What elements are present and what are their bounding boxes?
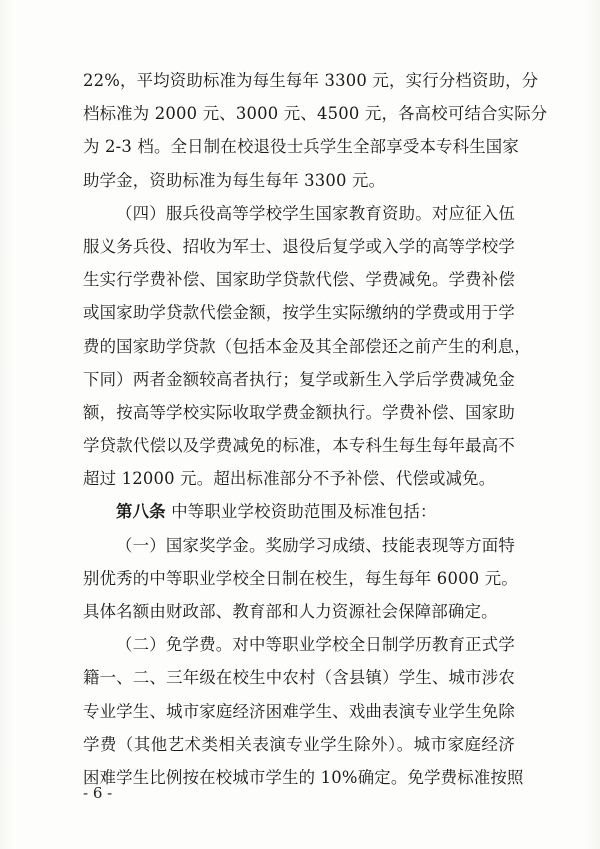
text-line: 22%，平均资助标准为每生每年 3300 元，实行分档资助，分: [83, 71, 539, 90]
text-line: （二）免学费。对中等职业学校全日制学历教育正式学: [116, 635, 515, 655]
text-line: （四）服兵役高等学校学生国家教育资助。对应征入伍: [116, 203, 515, 223]
article-title: 中等职业学校资助范围及标准包括：: [165, 502, 437, 522]
text-line: 具体名额由财政部、教育部和人力资源社会保障部确定。: [83, 602, 498, 621]
paragraph-5: [83, 628, 524, 794]
document-body: [83, 64, 548, 794]
text-line: 学贷款代偿以及学费减免的标准，本专科生每生每年最高不: [83, 436, 515, 456]
text-line: 生实行学费补偿、国家助学贷款代偿、学费减免。学费补偿: [83, 270, 515, 290]
text-line: 别优秀的中等职业学校全日制在校生，每生每年 6000 元。: [83, 568, 518, 588]
text-line: 超过 12000 元。超出标准部分不予补偿、代偿或减免。: [83, 469, 496, 489]
paragraph-1: [83, 64, 548, 197]
text-line: 服义务兵役、招收为军士、退役后复学或入学的高等学校学: [83, 236, 515, 256]
text-line: 为 2-3 档。全日制在校退役士兵学生全部享受本专科生国家: [83, 137, 519, 157]
text-line: 下同）两者金额较高者执行；复学或新生入学后学费减免金: [83, 369, 515, 389]
page-number: - 6 -: [83, 784, 113, 802]
text-line: 学费（其他艺术类相关表演专业学生除外）。城市家庭经济: [83, 734, 515, 754]
text-line: 专业学生、城市家庭经济困难学生、戏曲表演专业学生免除: [83, 701, 515, 721]
paragraph-2: [83, 197, 531, 496]
text-line: 档标准为 2000 元、3000 元、4500 元，各高校可结合实际分: [83, 104, 548, 124]
text-line: 困难学生比例按在校城市学生的 10%确定。免学费标准按照: [83, 767, 524, 787]
text-line: （一）国家奖学金。奖励学习成绩、技能表现等方面特: [116, 535, 515, 555]
text-line: 额，按高等学校实际收取学费金额执行。学费补偿、国家助: [83, 402, 515, 422]
paragraph-3: [83, 495, 515, 528]
text-line: 或国家助学贷款代偿金额，按学生实际缴纳的学费或用于学: [83, 303, 515, 323]
text-line: 籍一、二、三年级在校生中农村（含县镇）学生、城市涉农: [83, 668, 515, 688]
paragraph-4: [83, 529, 518, 629]
text-line: 费的国家助学贷款（包括本金及其全部偿还之前产生的利息，: [83, 336, 531, 356]
article-line: [83, 495, 515, 528]
text-line: 助学金，资助标准为每生每年 3300 元。: [83, 170, 386, 190]
article-number: 第八条: [116, 502, 166, 522]
